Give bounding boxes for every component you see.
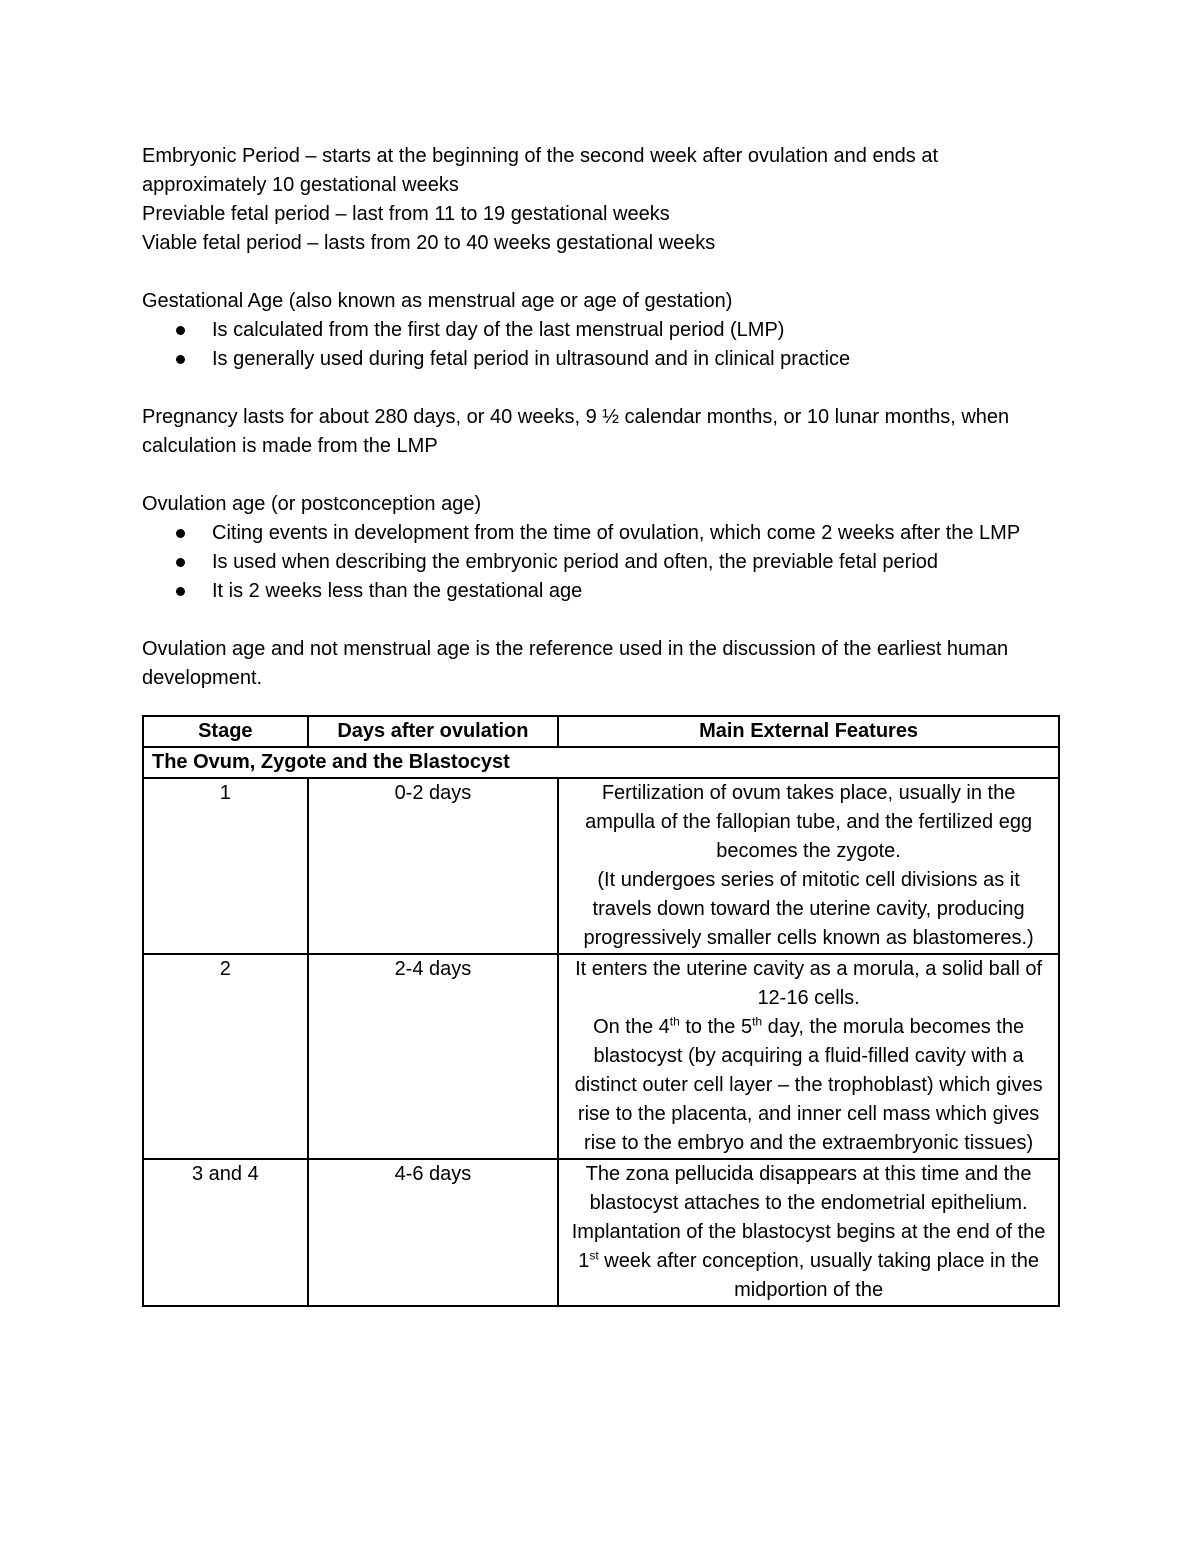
days-cell: 4-6 days — [308, 1159, 559, 1306]
days-cell: 2-4 days — [308, 954, 559, 1159]
features-text-part: to the 5 — [679, 1016, 753, 1038]
development-stages-table — [142, 715, 1060, 1307]
features-text — [565, 1013, 1052, 1158]
features-cell — [558, 1159, 1059, 1306]
list-item-text: Is generally used during fetal period in ultrasound and in clinical practice — [212, 348, 851, 370]
column-header-features: Main External Features — [558, 716, 1059, 747]
previable-period-text: Previable fetal period – last from 11 to 19 gestational weeks — [142, 203, 670, 225]
table-header-row — [143, 716, 1059, 747]
bullet-icon — [176, 587, 185, 596]
gestational-age-heading: Gestational Age (also known as menstrual age or age of gestation) — [142, 290, 733, 312]
table-row — [143, 954, 1059, 1159]
list-item — [142, 345, 1060, 374]
embryonic-period-text: Embryonic Period – starts at the beginning of the second week after ovulation and ends at approximately 10 gestational weeks — [142, 145, 939, 196]
stage-cell: 2 — [143, 954, 308, 1159]
pregnancy-duration-text: Pregnancy lasts for about 280 days, or 40 weeks, 9 ½ calendar months, or 10 lunar months, when calculation is made from the LMP — [142, 406, 1010, 457]
features-text-part: day, the morula becomes the blastocyst (by acquiring a fluid-filled cavity with a distinct outer cell layer – the trophoblast) which gives rise to the placenta, and inner cell mass which gives rise to the embryo and the extraembryonic tissues) — [574, 1016, 1043, 1154]
bullet-icon — [176, 326, 185, 335]
bullet-icon — [176, 355, 185, 364]
bullet-icon — [176, 558, 185, 567]
features-text: It enters the uterine cavity as a morula, a solid ball of 12-16 cells. — [575, 958, 1043, 1009]
features-text-part: The zona pellucida disappears at this time and the blastocyst attaches to the endometrial epithelium. Implantation of the blastocyst begins at the end of the 1 — [571, 1163, 1046, 1272]
ordinal-suffix: th — [752, 1014, 763, 1029]
features-text: (It undergoes series of mitotic cell divisions as it travels down toward the uterine cavity, producing progressively smaller cells known as blastomeres.) — [583, 869, 1034, 949]
table-section-row — [143, 747, 1059, 778]
spacer — [142, 461, 1060, 490]
ordinal-suffix: th — [669, 1014, 680, 1029]
table-row — [143, 778, 1059, 954]
features-cell — [558, 778, 1059, 954]
reference-note-text: Ovulation age and not menstrual age is the reference used in the discussion of the earliest human development. — [142, 638, 1009, 689]
viable-period-text: Viable fetal period – lasts from 20 to 40 weeks gestational weeks — [142, 232, 716, 254]
ovulation-age-heading: Ovulation age (or postconception age) — [142, 493, 482, 515]
features-text-part: week after conception, usually taking place in the midportion of the — [598, 1250, 1039, 1301]
features-text: Fertilization of ovum takes place, usually in the ampulla of the fallopian tube, and the fertilized egg becomes the zygote. — [585, 782, 1033, 862]
ovulation-age-list — [142, 519, 1060, 606]
ordinal-suffix: st — [589, 1248, 599, 1263]
features-text — [565, 1160, 1052, 1305]
column-header-days: Days after ovulation — [308, 716, 559, 747]
list-item-text: Is used when describing the embryonic period and often, the previable fetal period — [212, 551, 939, 573]
list-item — [142, 548, 1060, 577]
features-text-part: On the 4 — [593, 1016, 670, 1038]
list-item — [142, 519, 1060, 548]
spacer — [142, 258, 1060, 287]
spacer — [142, 374, 1060, 403]
list-item-text: Is calculated from the first day of the last menstrual period (LMP) — [212, 319, 785, 341]
days-cell: 0-2 days — [308, 778, 559, 954]
list-item-text: Citing events in development from the time of ovulation, which come 2 weeks after the LMP — [212, 522, 1021, 544]
list-item-text: It is 2 weeks less than the gestational age — [212, 580, 583, 602]
stage-cell: 1 — [143, 778, 308, 954]
document-page — [142, 142, 1060, 1307]
column-header-stage: Stage — [143, 716, 308, 747]
section-title: The Ovum, Zygote and the Blastocyst — [143, 747, 1059, 778]
list-item — [142, 316, 1060, 345]
gestational-age-list — [142, 316, 1060, 374]
features-cell — [558, 954, 1059, 1159]
stage-cell: 3 and 4 — [143, 1159, 308, 1306]
list-item — [142, 577, 1060, 606]
table-row — [143, 1159, 1059, 1306]
spacer — [142, 606, 1060, 635]
bullet-icon — [176, 529, 185, 538]
